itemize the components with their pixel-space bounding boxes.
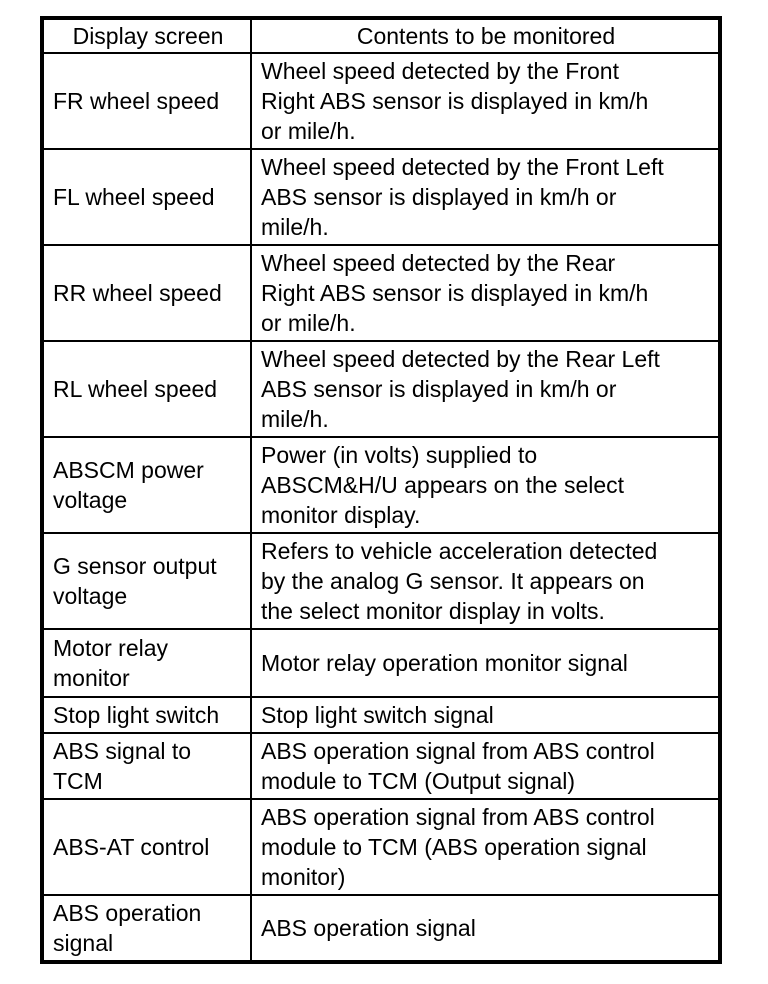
contents-cell <box>251 799 720 895</box>
contents-text: ABS operation signal from ABS control module to TCM (ABS operation signal monitor) <box>261 804 655 890</box>
display-screen-text: Motor relay monitor <box>53 635 169 691</box>
contents-cell <box>251 629 720 697</box>
contents-cell <box>251 53 720 149</box>
contents-text: Wheel speed detected by the Front Right ABS sensor is displayed in km/h or mile/h. <box>261 58 649 144</box>
table-row <box>42 53 720 149</box>
table-row <box>42 697 720 733</box>
table-header <box>42 18 720 53</box>
display-screen-text: RL wheel speed <box>53 376 218 402</box>
contents-text: Stop light switch signal <box>261 702 494 728</box>
table-row <box>42 149 720 245</box>
display-screen-text: FL wheel speed <box>53 184 215 210</box>
contents-text: Motor relay operation monitor signal <box>261 650 628 676</box>
header-contents: Contents to be monitored <box>251 18 720 53</box>
display-screen-cell <box>42 733 251 799</box>
display-screen-text: ABSCM power voltage <box>53 457 204 513</box>
contents-cell <box>251 149 720 245</box>
contents-text: Wheel speed detected by the Rear Left ABS sensor is displayed in km/h or mile/h. <box>261 346 660 432</box>
display-screen-cell <box>42 341 251 437</box>
contents-cell <box>251 341 720 437</box>
display-screen-cell <box>42 895 251 962</box>
display-screen-cell <box>42 149 251 245</box>
header-display-screen: Display screen <box>42 18 251 53</box>
table-row <box>42 733 720 799</box>
display-screen-cell <box>42 629 251 697</box>
display-screen-cell <box>42 533 251 629</box>
table-row <box>42 799 720 895</box>
display-screen-cell <box>42 697 251 733</box>
display-screen-cell <box>42 437 251 533</box>
table-row <box>42 629 720 697</box>
contents-cell <box>251 245 720 341</box>
contents-text: Wheel speed detected by the Front Left ABS sensor is displayed in km/h or mile/h. <box>261 154 664 240</box>
contents-text: ABS operation signal <box>261 915 476 941</box>
display-screen-text: ABS-AT control <box>53 834 210 860</box>
contents-text: Power (in volts) supplied to ABSCM&H/U appears on the select monitor display. <box>261 442 625 528</box>
contents-text: Refers to vehicle acceleration detected by the analog G sensor. It appears on the select monitor display in volts. <box>261 538 658 624</box>
display-screen-cell <box>42 799 251 895</box>
contents-text: Wheel speed detected by the Rear Right ABS sensor is displayed in km/h or mile/h. <box>261 250 649 336</box>
display-screen-text: G sensor output voltage <box>53 553 217 609</box>
contents-cell <box>251 437 720 533</box>
table-row <box>42 533 720 629</box>
display-screen-text: FR wheel speed <box>53 88 220 114</box>
display-screen-cell <box>42 53 251 149</box>
contents-text: ABS operation signal from ABS control module to TCM (Output signal) <box>261 738 655 794</box>
table-body <box>42 53 720 962</box>
table-row <box>42 245 720 341</box>
table-row <box>42 437 720 533</box>
monitor-contents-table <box>40 16 722 964</box>
table-row <box>42 895 720 962</box>
contents-cell <box>251 733 720 799</box>
display-screen-text: ABS operation signal <box>53 900 202 956</box>
display-screen-text: ABS signal to TCM <box>53 738 192 794</box>
contents-cell <box>251 533 720 629</box>
display-screen-text: RR wheel speed <box>53 280 222 306</box>
header-row <box>42 18 720 53</box>
contents-cell <box>251 697 720 733</box>
display-screen-text: Stop light switch <box>53 702 220 728</box>
table-row <box>42 341 720 437</box>
contents-cell <box>251 895 720 962</box>
display-screen-cell <box>42 245 251 341</box>
